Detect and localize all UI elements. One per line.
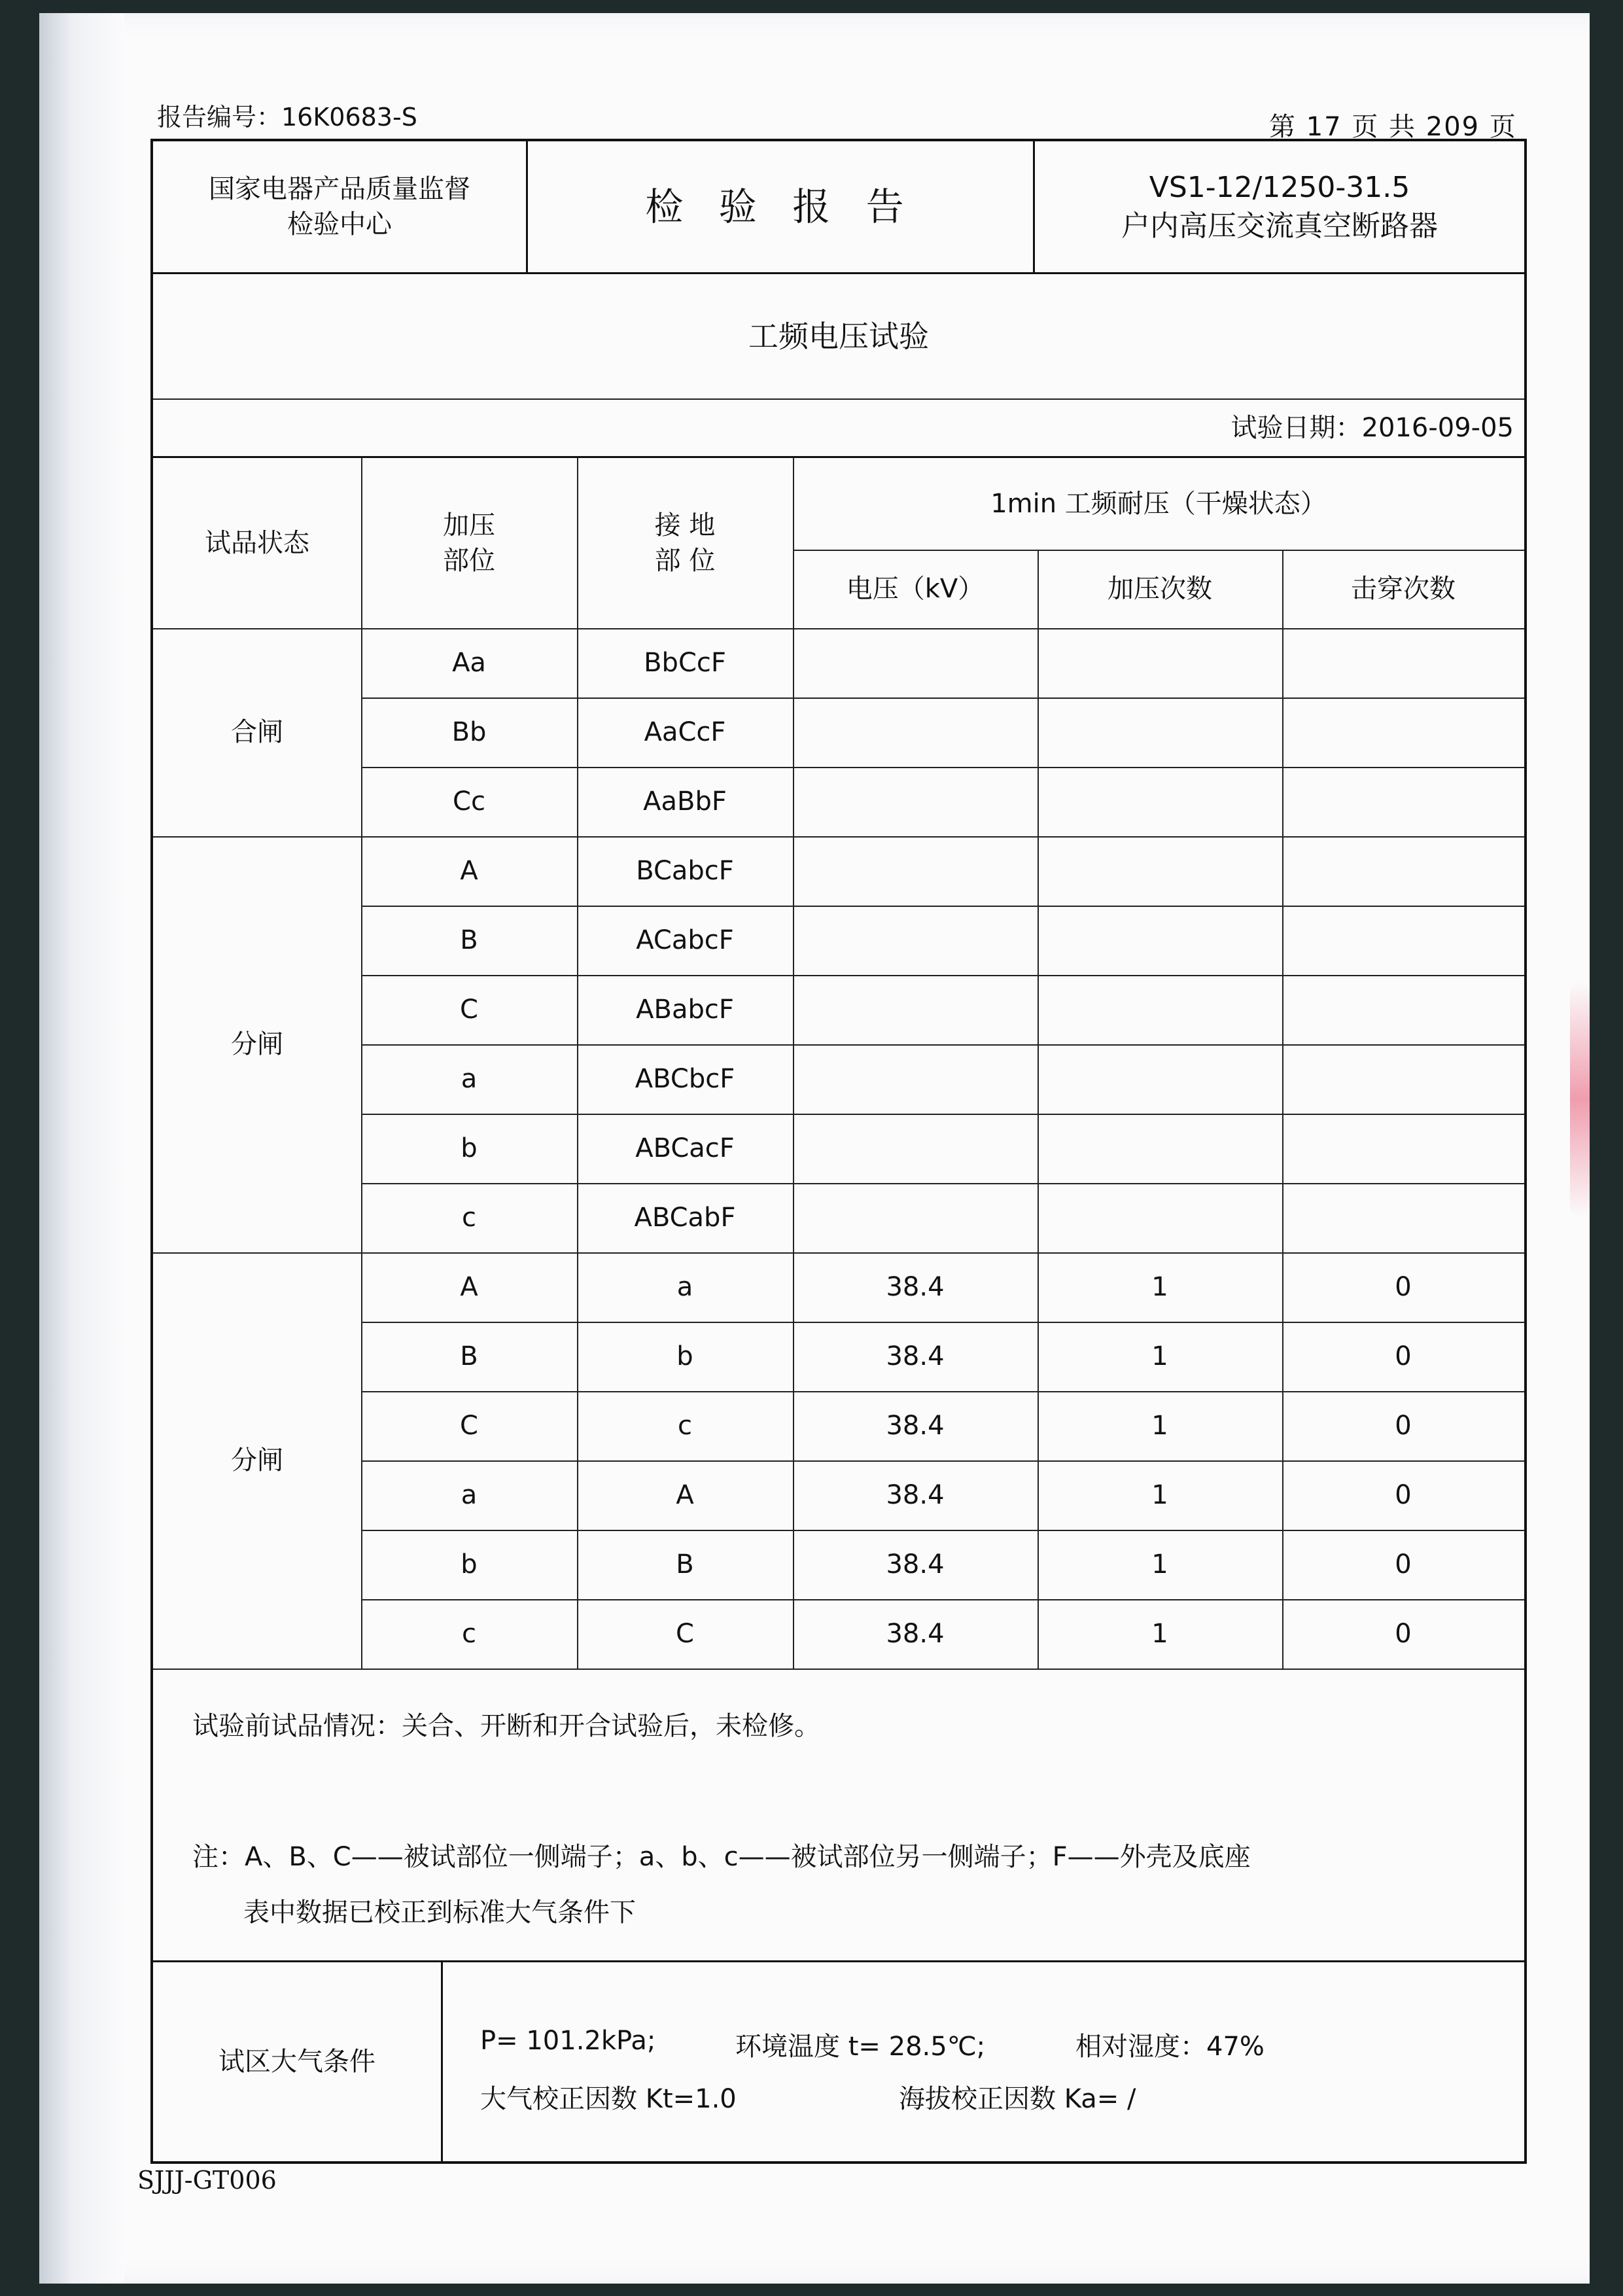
page-number: 第 17 页 共 209 页 xyxy=(1269,112,1517,142)
count-cell: 1 xyxy=(1151,1272,1168,1302)
col-line xyxy=(1282,628,1283,1669)
group-divider xyxy=(153,1669,1524,1670)
product-model xyxy=(1035,141,1524,272)
count-cell: 1 xyxy=(1151,1480,1168,1510)
breakdown-cell xyxy=(1282,628,1524,698)
apply-cell: a xyxy=(461,1480,478,1510)
breakdown-cell xyxy=(1282,1114,1524,1183)
voltage-cell xyxy=(793,767,1038,836)
correction-note: 表中数据已校正到标准大气条件下 xyxy=(243,1898,636,1928)
apply-cell: Cc xyxy=(453,786,485,817)
voltage-cell xyxy=(793,975,1038,1044)
count-cell xyxy=(1038,698,1282,767)
ground-cell: ACabcF xyxy=(636,925,734,955)
report-page xyxy=(39,13,1590,2284)
page-fold-shadow xyxy=(39,13,124,2284)
count-cell xyxy=(1038,1183,1282,1252)
col-line xyxy=(577,458,578,1669)
voltage-cell: 38.4 xyxy=(886,1411,945,1441)
ground-cell: BCabcF xyxy=(636,856,734,886)
voltage-cell xyxy=(793,1114,1038,1183)
doc-title: 检 验 报 告 xyxy=(645,184,916,229)
breakdown-cell xyxy=(1282,1044,1524,1114)
section-title: 工频电压试验 xyxy=(748,318,929,354)
vline xyxy=(1038,550,1039,628)
atmos-ka: 海拔校正因数 Ka= / xyxy=(899,2084,1136,2114)
apply-cell: c xyxy=(462,1619,476,1649)
apply-cell: A xyxy=(460,856,478,886)
count-cell: 1 xyxy=(1151,1619,1168,1649)
report-number: 报告编号：16K0683-S xyxy=(157,103,417,132)
ground-cell: AaCcF xyxy=(644,717,726,747)
ground-cell: AaBbF xyxy=(643,786,727,817)
state-cell: 合闸 xyxy=(231,717,283,747)
count-cell xyxy=(1038,767,1282,836)
count-cell xyxy=(1038,1114,1282,1183)
breakdown-cell xyxy=(1282,836,1524,906)
model-number: VS1-12/1250-31.5 xyxy=(1149,170,1410,204)
breakdown-cell xyxy=(1282,975,1524,1044)
ground-cell: b xyxy=(676,1341,693,1371)
red-stamp-edge xyxy=(1570,981,1590,1217)
voltage-cell: 38.4 xyxy=(886,1341,945,1371)
ground-cell: B xyxy=(676,1549,694,1580)
col-group-header: 1min 工频耐压（干燥状态） xyxy=(990,489,1327,519)
ground-cell: c xyxy=(678,1411,692,1441)
atmos-humidity: 相对湿度：47% xyxy=(1075,2032,1265,2062)
apply-cell: B xyxy=(460,925,478,955)
atmos-temperature: 环境温度 t= 28.5℃; xyxy=(735,2032,986,2062)
breakdown-cell xyxy=(1282,698,1524,767)
ground-cell: BbCcF xyxy=(644,648,726,678)
col-breakdown-header: 击穿次数 xyxy=(1351,574,1456,604)
org-name: 国家电器产品质量监督 检验中心 xyxy=(209,174,470,239)
col-ground-header: 接 地 部 位 xyxy=(654,510,716,576)
col-line xyxy=(793,458,794,1669)
ground-cell: ABCacF xyxy=(635,1133,735,1163)
breakdown-cell xyxy=(1282,767,1524,836)
ground-cell: C xyxy=(676,1619,694,1649)
voltage-cell: 38.4 xyxy=(886,1619,945,1649)
ground-cell: a xyxy=(676,1272,693,1302)
pre-test-condition: 试验前试品情况：关合、开断和开合试验后，未检修。 xyxy=(192,1711,820,1741)
vline xyxy=(1282,550,1283,628)
apply-cell: Bb xyxy=(451,717,487,747)
count-cell xyxy=(1038,1044,1282,1114)
breakdown-cell: 0 xyxy=(1395,1619,1412,1649)
col-line xyxy=(1038,628,1039,1669)
count-cell xyxy=(1038,975,1282,1044)
breakdown-cell: 0 xyxy=(1395,1411,1412,1441)
atmos-kt: 大气校正因数 Kt=1.0 xyxy=(480,2084,737,2114)
col-state-header: 试品状态 xyxy=(205,528,309,558)
apply-cell: A xyxy=(460,1272,478,1302)
count-cell xyxy=(1038,836,1282,906)
apply-cell: C xyxy=(460,995,478,1025)
count-cell: 1 xyxy=(1151,1549,1168,1580)
voltage-cell xyxy=(793,628,1038,698)
voltage-cell xyxy=(793,836,1038,906)
ground-cell: A xyxy=(676,1480,694,1510)
voltage-cell xyxy=(793,698,1038,767)
apply-cell: b xyxy=(461,1549,478,1580)
ground-cell: ABabcF xyxy=(636,995,734,1025)
voltage-cell: 38.4 xyxy=(886,1272,945,1302)
col-voltage-header: 电压（kV） xyxy=(846,574,985,604)
terminal-note: 注：A、B、C——被试部位一侧端子；a、b、c——被试部位另一侧端子；F——外壳及底座 xyxy=(192,1842,1251,1872)
breakdown-cell: 0 xyxy=(1395,1341,1412,1371)
state-cell: 分闸 xyxy=(231,1445,283,1475)
apply-cell: Aa xyxy=(452,648,486,678)
voltage-cell xyxy=(793,1044,1038,1114)
apply-cell: B xyxy=(460,1341,478,1371)
state-cell: 分闸 xyxy=(231,1029,283,1059)
apply-cell: c xyxy=(462,1203,476,1233)
atmos-label: 试区大气条件 xyxy=(218,2047,375,2077)
voltage-cell xyxy=(793,1183,1038,1252)
ground-cell: ABCabF xyxy=(634,1203,736,1233)
breakdown-cell: 0 xyxy=(1395,1480,1412,1510)
breakdown-cell: 0 xyxy=(1395,1272,1412,1302)
col-line xyxy=(361,458,362,1669)
apply-cell: C xyxy=(460,1411,478,1441)
atmos-pressure: P= 101.2kPa; xyxy=(480,2026,656,2056)
product-name: 户内高压交流真空断路器 xyxy=(1121,209,1438,243)
col-apply-header: 加压 部位 xyxy=(443,510,495,576)
test-date: 试验日期：2016-09-05 xyxy=(1230,413,1514,443)
col-count-header: 加压次数 xyxy=(1108,574,1212,604)
breakdown-cell xyxy=(1282,906,1524,975)
count-cell: 1 xyxy=(1151,1341,1168,1371)
breakdown-cell xyxy=(1282,1183,1524,1252)
voltage-cell: 38.4 xyxy=(886,1549,945,1580)
breakdown-cell: 0 xyxy=(1395,1549,1412,1580)
apply-cell: b xyxy=(461,1133,478,1163)
voltage-cell xyxy=(793,906,1038,975)
count-cell xyxy=(1038,906,1282,975)
report-frame xyxy=(150,139,1527,2164)
ground-cell: ABCbcF xyxy=(635,1064,735,1094)
voltage-cell: 38.4 xyxy=(886,1480,945,1510)
count-cell xyxy=(1038,628,1282,698)
apply-cell: a xyxy=(461,1064,478,1094)
form-code: SJJJ-GT006 xyxy=(137,2166,277,2195)
count-cell: 1 xyxy=(1151,1411,1168,1441)
